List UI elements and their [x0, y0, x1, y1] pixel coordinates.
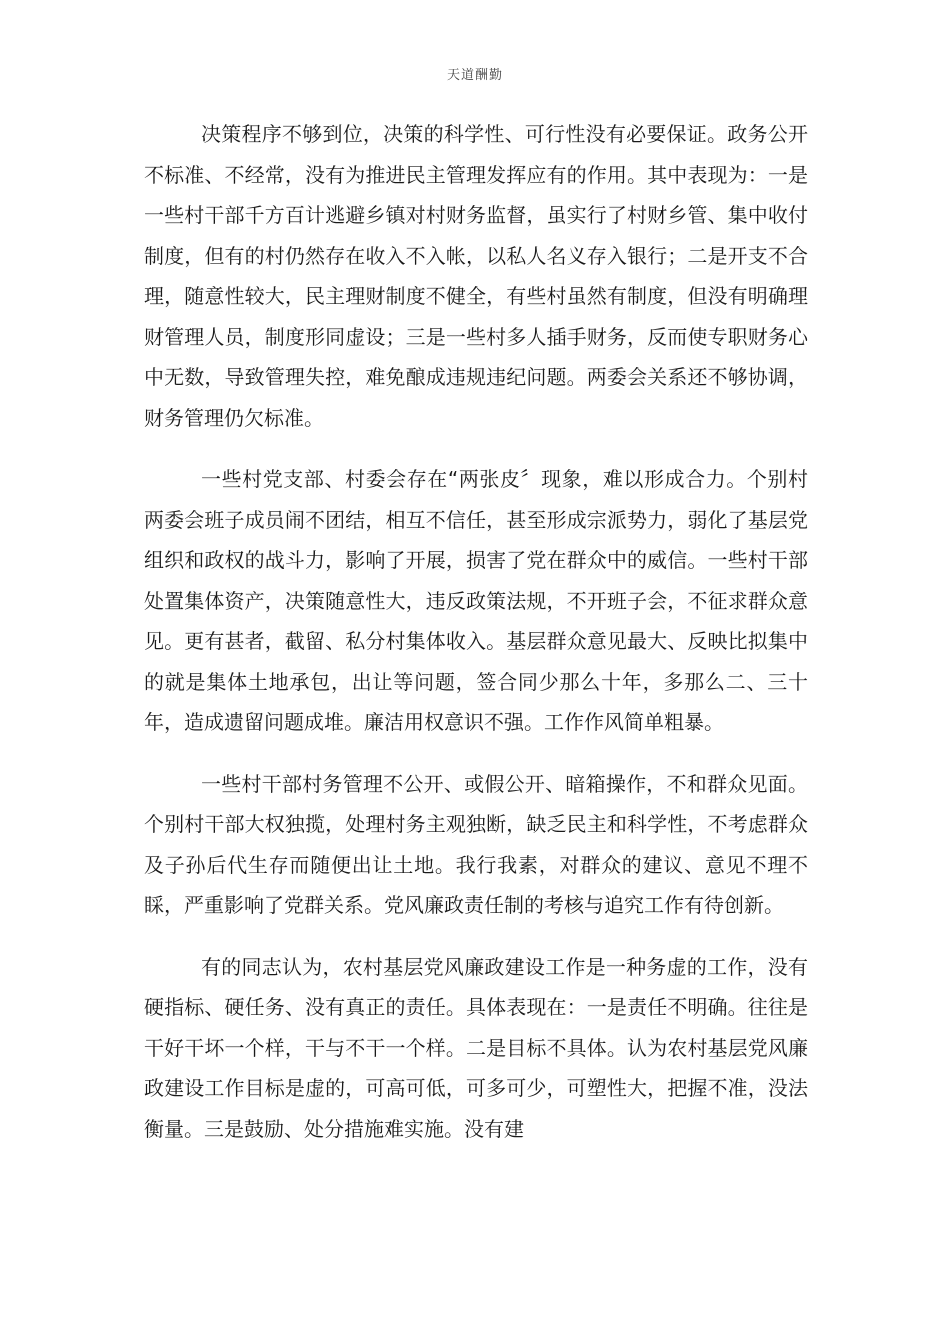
paragraph-3: 一些村干部村务管理不公开、或假公开、暗箱操作，不和群众见面。个别村干部大权独揽，处理村务主观独断，缺乏民主和科学性，不考虑群众及子孙后代生存而随便出让土地。我行我素，对群众的建议、意见不理不睬，严重影响了党群关系。党风廉政责任制的考核与追究工作有待创新。	[144, 771, 808, 917]
paragraph-2: 一些村党支部、村委会存在“两张皮〞现象，难以形成合力。个别村两委会班子成员闹不团结，相互不信任，甚至形成宗派势力，弱化了基层党组织和政权的战斗力，影响了开展，损害了党在群众中的威信。一些村干部处置集体资产，决策随意性大，违反政策法规，不开班子会，不征求群众意见。更有甚者，截留、私分村集体收入。基层群众意见最大、反映比拟集中的就是集体土地承包，出让等问题，签合同少那么十年，多那么二、三十年，造成遗留问题成堆。廉洁用权意识不强。工作作风简单粗暴。	[144, 467, 808, 734]
paragraph-4: 有的同志认为，农村基层党风廉政建设工作是一种务虚的工作，没有硬指标、硬任务、没有真正的责任。具体表现在：一是责任不明确。往往是干好干坏一个样，干与不干一个样。二是目标不具体。认为农村基层党风廉政建设工作目标是虚的，可高可低，可多可少，可塑性大，把握不准，没法衡量。三是鼓励、处分措施难实施。没有建	[144, 954, 808, 1141]
paragraph-1: 决策程序不够到位，决策的科学性、可行性没有必要保证。政务公开不标准、不经常，没有为推进民主管理发挥应有的作用。其中表现为：一是一些村干部千方百计逃避乡镇对村财务监督，虽实行了村财乡管、集中收付制度，但有的村仍然存在收入不入帐，以私人名义存入银行；二是开支不合理，随意性较大，民主理财制度不健全，有些村虽然有制度，但没有明确理财管理人员，制度形同虚设；三是一些村多人插手财务，反而使专职财务心中无数，导致管理失控，难免酿成违规违纪问题。两委会关系还不够协调，财务管理仍欠标准。	[144, 122, 808, 430]
document-body	[144, 114, 808, 1170]
page-header: 天道酬勤	[446, 68, 503, 83]
